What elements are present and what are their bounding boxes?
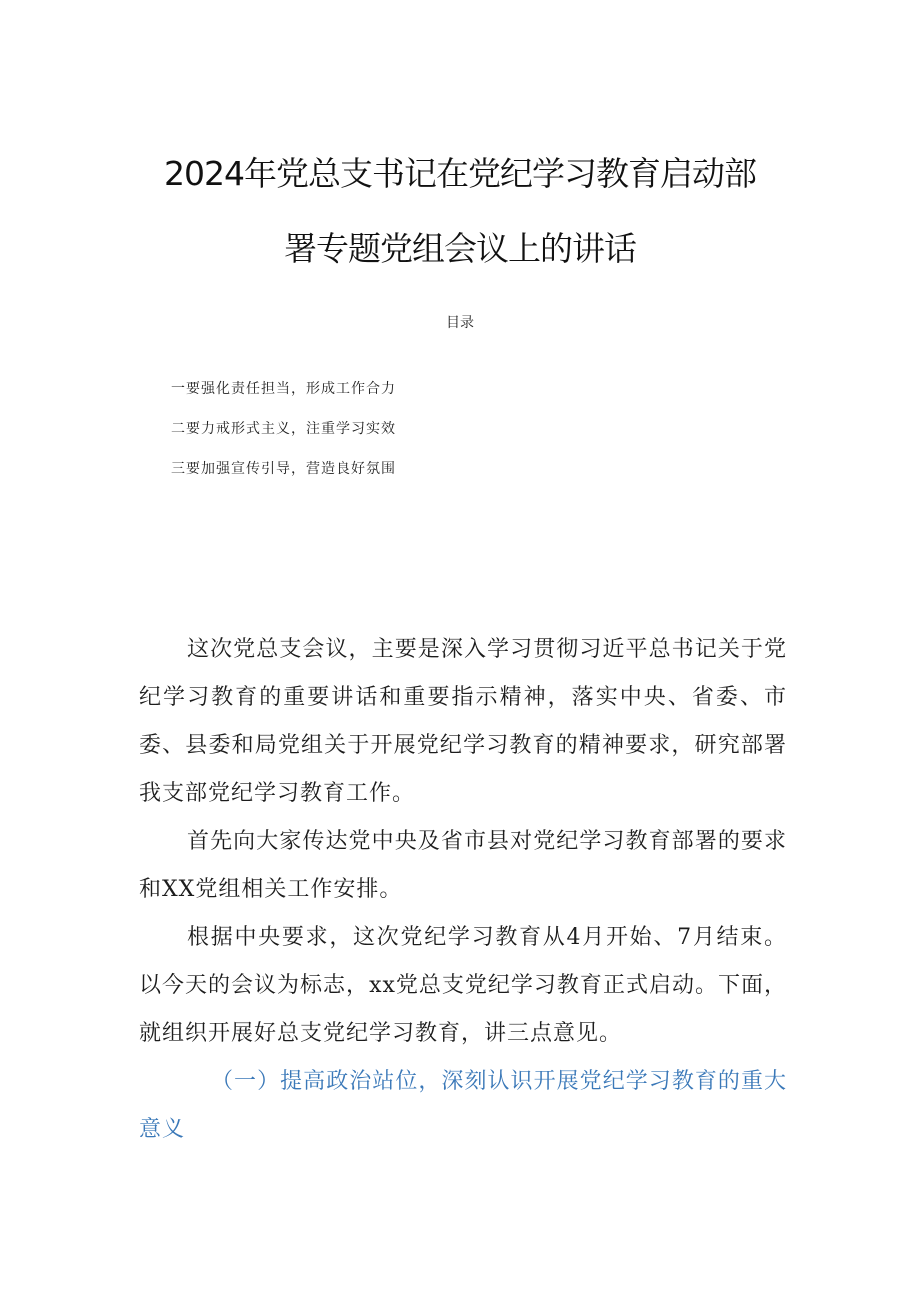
document-title-line-1: 2024年党总支书记在党纪学习教育启动部 — [164, 154, 756, 193]
toc-item-1: 一要强化责任担当，形成工作合力 — [171, 381, 396, 397]
body-paragraph-1: 这次党总支会议，主要是深入学习贯彻习近平总书记关于党纪学习教育的重要讲话和重要指示精神，落实中央、省委、市委、县委和局党组关于开展党纪学习教育的精神要求，研究部署我支部党纪学习教育工作。 — [139, 637, 787, 806]
toc-heading: 目录 — [446, 315, 474, 331]
toc-item-3: 三要加强宣传引导，营造良好氛围 — [171, 461, 396, 477]
toc-item-2: 二要力戒形式主义，注重学习实效 — [171, 421, 396, 437]
document-title-line-2: 署专题党组会议上的讲话 — [284, 229, 636, 268]
table-of-contents — [171, 378, 396, 498]
body-paragraph-3: 根据中央要求，这次党纪学习教育从4月开始、7月结束。以今天的会议为标志，xx党总支党纪学习教育正式启动。下面，就组织开展好总支党纪学习教育，讲三点意见。 — [139, 925, 787, 1046]
body-paragraph-2: 首先向大家传达党中央及省市县对党纪学习教育部署的要求和XX党组相关工作安排。 — [139, 829, 787, 902]
section-heading-1: （一）提高政治站位，深刻认识开展党纪学习教育的重大意义 — [139, 1069, 787, 1142]
document-body — [139, 626, 787, 1154]
